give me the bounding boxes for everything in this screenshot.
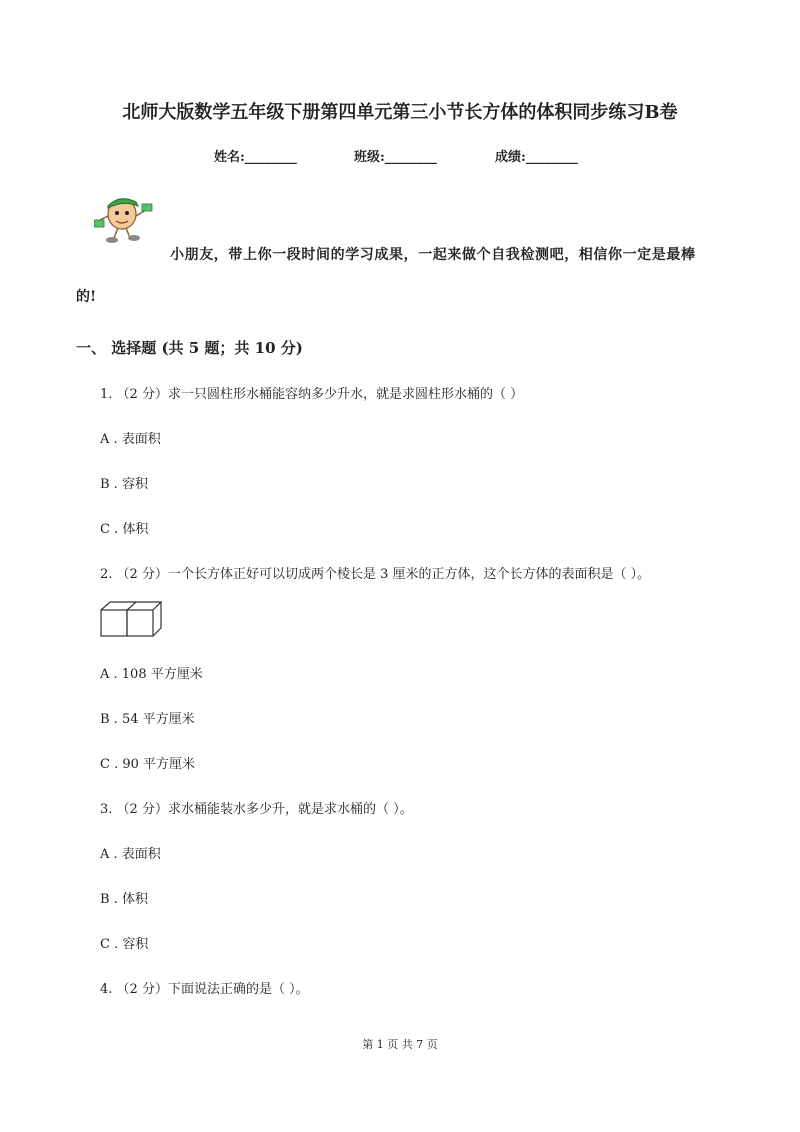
mascot-illustration <box>94 190 158 246</box>
question-4: 4. （2 分）下面说法正确的是（ ）。 <box>100 982 309 997</box>
question-3: 3. （2 分）求水桶能装水多少升，就是求水桶的（ ）。 <box>100 802 413 817</box>
question-2-option-a: A . 108 平方厘米 <box>100 667 203 682</box>
page-title: 北师大版数学五年级下册第四单元第三小节长方体的体积同步练习B卷 <box>122 102 678 123</box>
page-footer: 第 1 页 共 7 页 <box>362 1038 438 1051</box>
class-field: 班级:________ <box>354 150 437 165</box>
section-heading: 一、 选择题 (共 5 题；共 10 分) <box>76 339 303 357</box>
question-1-option-a: A . 表面积 <box>100 432 161 447</box>
question-2: 2. （2 分）一个长方体正好可以切成两个棱长是 3 厘米的正方体，这个长方体的表面积是（ ）。 <box>100 567 651 582</box>
question-2-option-b: B . 54 平方厘米 <box>100 712 195 727</box>
question-1: 1. （2 分）求一只圆柱形水桶能容纳多少升水，就是求圆柱形水桶的（ ） <box>100 387 524 402</box>
intro-text-line1: 小朋友，带上你一段时间的学习成果，一起来做个自我检测吧，相信你一定是最棒 <box>170 247 696 263</box>
question-1-option-c: C . 体积 <box>100 522 149 537</box>
score-field: 成绩:________ <box>495 150 578 165</box>
question-2-option-c: C . 90 平方厘米 <box>100 757 196 772</box>
question-3-option-b: B . 体积 <box>100 892 148 907</box>
question-3-option-c: C . 容积 <box>100 937 149 952</box>
name-field: 姓名:________ <box>214 150 297 165</box>
cuboid-diagram <box>100 600 162 638</box>
question-1-option-b: B . 容积 <box>100 477 148 492</box>
question-3-option-a: A . 表面积 <box>100 847 161 862</box>
intro-text-line2: 的! <box>76 289 97 305</box>
